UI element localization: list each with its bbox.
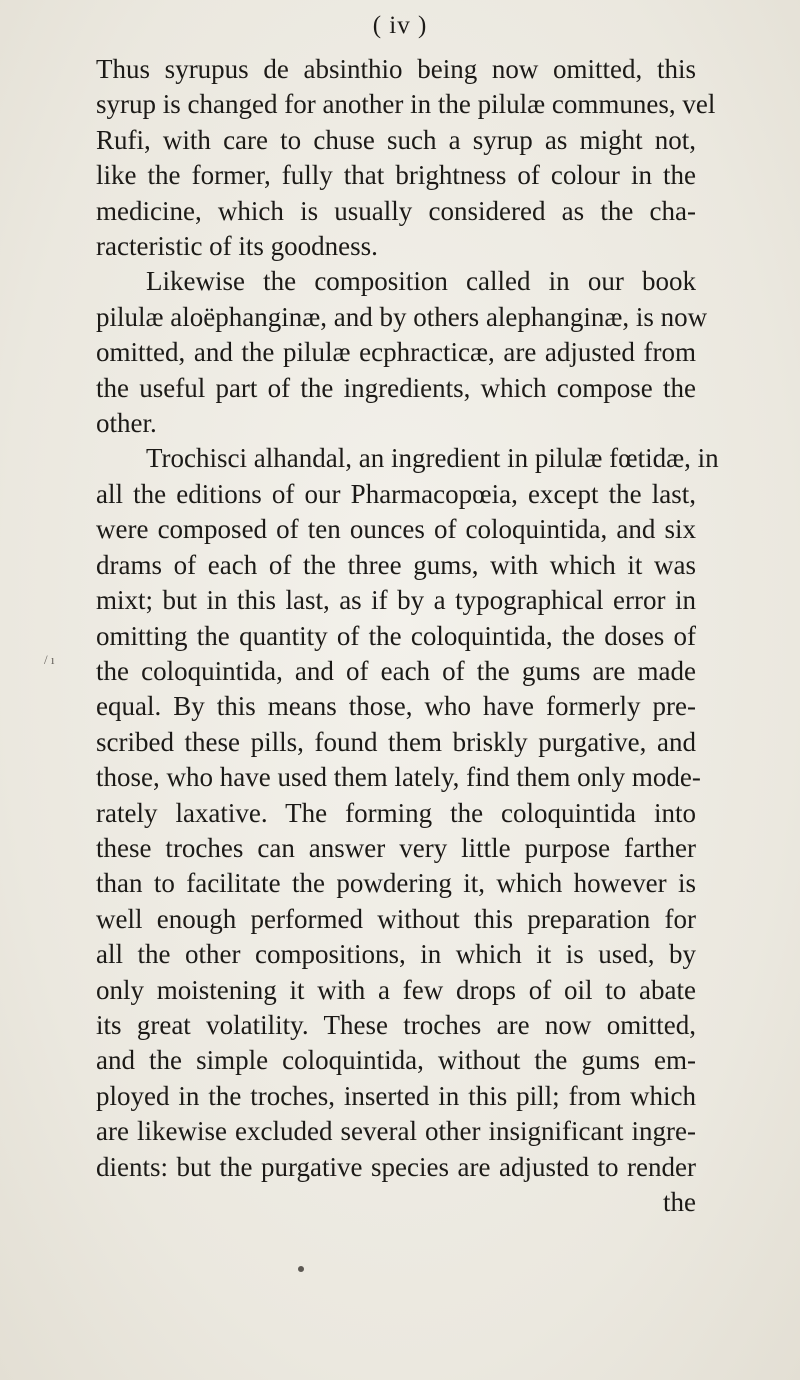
text-line: medicine, which is usually considered as the cha- <box>96 195 696 226</box>
text-line: ployed in the troches, inserted in this pill; from which <box>96 1080 696 1111</box>
text-line: omitting the quantity of the coloquintida, the doses of <box>96 620 696 651</box>
text-line: are likewise excluded several other insignificant ingre- <box>96 1116 696 1147</box>
text-line: equal. By this means those, who have formerly pre- <box>96 691 696 722</box>
text-line: the useful part of the ingredients, which compose the <box>96 372 696 403</box>
text-line: Thus syrupus de absinthio being now omitted, this <box>96 54 696 84</box>
text-line: Trochisci alhandal, an ingredient in pilulæ fœtidæ, in <box>146 443 719 474</box>
text-line: other. <box>96 408 157 439</box>
text-line: dients: but the purgative species are adjusted to render <box>96 1151 696 1182</box>
text-line: the coloquintida, and of each of the gums are made <box>96 655 696 686</box>
page-number: ( iv ) <box>372 12 428 39</box>
text-line: these troches can answer very little purpose farther <box>96 832 696 863</box>
text-line: Likewise the composition called in our book <box>146 266 696 297</box>
text-line: syrup is changed for another in the pilulæ communes, vel <box>96 89 716 120</box>
text-line: racteristic of its goodness. <box>96 231 378 262</box>
text-line: than to facilitate the powdering it, which however is <box>96 868 696 899</box>
text-line: omitted, and the pilulæ ecphracticæ, are adjusted from <box>96 337 696 368</box>
text-line: drams of each of the three gums, with which it was <box>96 549 696 580</box>
text-line: all the editions of our Pharmacopœia, except the last, <box>96 478 696 509</box>
text-line: and the simple coloquintida, without the gums em- <box>96 1045 696 1076</box>
text-line: rately laxative. The forming the coloquintida into <box>96 797 696 828</box>
text-line: pilulæ aloëphanginæ, and by others alephanginæ, is now <box>96 301 708 332</box>
body-text <box>96 52 719 1220</box>
text-line: only moistening it with a few drops of oil to abate <box>96 974 696 1005</box>
text-line: Rufi, with care to chuse such a syrup as might not, <box>96 124 696 155</box>
text-line: well enough performed without this preparation for <box>96 903 696 934</box>
text-line: all the other compositions, in which it is used, by <box>96 939 696 970</box>
text-line: scribed these pills, found them briskly purgative, and <box>96 726 696 757</box>
ink-speck <box>298 1266 304 1272</box>
text-line: mixt; but in this last, as if by a typographical error in <box>96 585 696 616</box>
margin-mark: / ı <box>44 652 55 667</box>
text-line: its great volatility. These troches are now omitted, <box>96 1009 696 1040</box>
catchword: the <box>663 1187 696 1217</box>
text-line: those, who have used them lately, find them only mode- <box>96 762 701 793</box>
text-line: were composed of ten ounces of coloquintida, and six <box>96 514 696 545</box>
text-line: like the former, fully that brightness of colour in the <box>96 160 696 191</box>
